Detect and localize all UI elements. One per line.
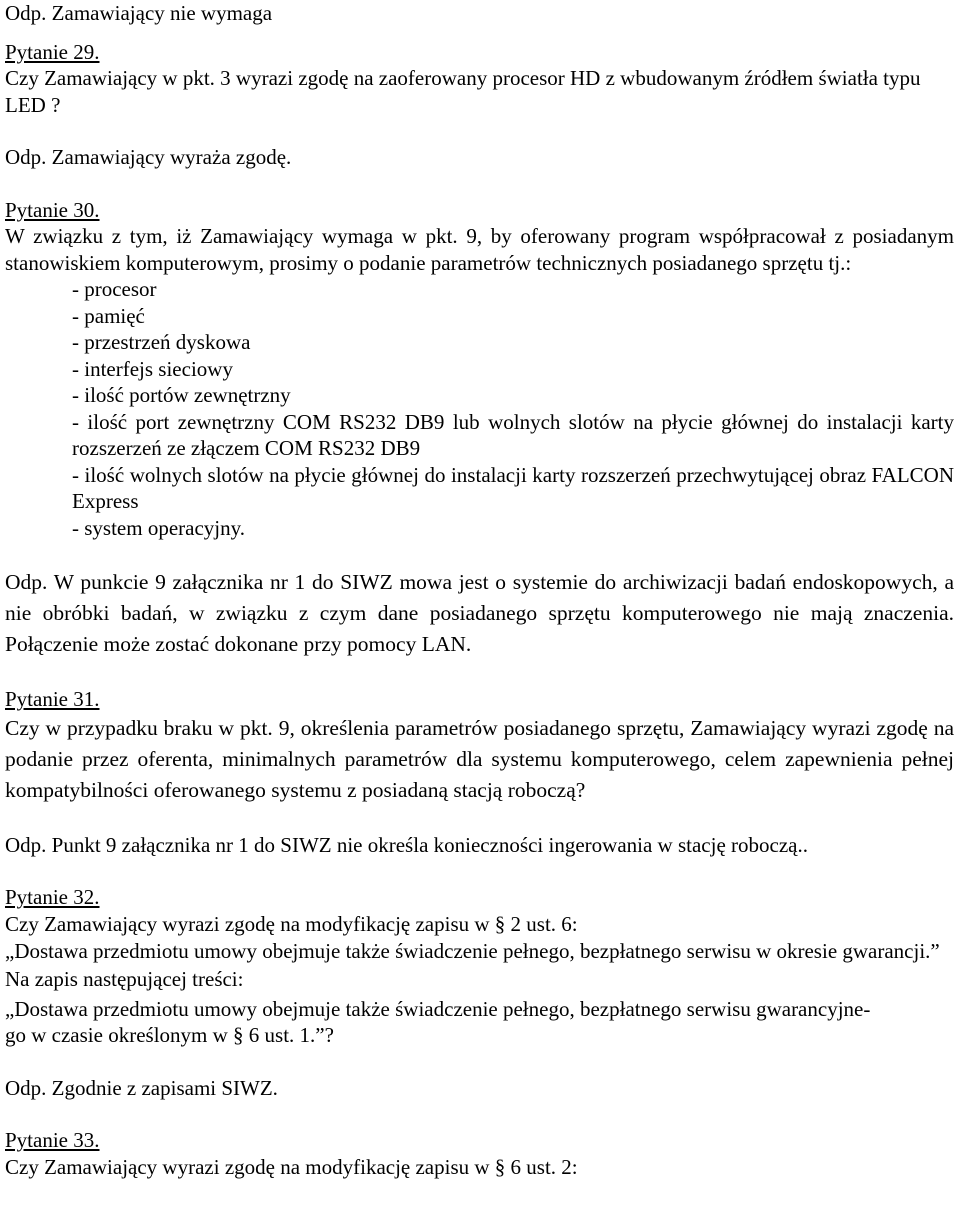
list-item: - pamięć — [72, 303, 145, 328]
question-31-text: Czy w przypadku braku w pkt. 9, określenia parametrów posiadanego sprzętu, Zamawiający wyrazi zgodę na podanie przez oferenta, minimalnych parametrów dla systemu komputerowego, celem zapewnienia pełnej kompatybilności oferowanego systemu z posiadaną stacją roboczą? — [5, 715, 954, 802]
list-item: - przestrzeń dyskowa — [72, 330, 251, 354]
answer-30: Odp. W punkcie 9 załącznika nr 1 do SIWZ mowa jest o systemie do archiwizacji badań endoskopowych, a nie obróbki badań, w związku z czym dane posiadanego sprzętu komputerowego nie mają znaczenia. Połączenie może zostać dokonane przy pomocy LAN. — [5, 570, 954, 656]
list-item: - interfejs sieciowy — [72, 356, 233, 381]
list-item: - system operacyjny. — [72, 515, 246, 540]
question-32-text-2: Na zapis następującej treści: — [5, 967, 244, 991]
answer-29: Odp. Zamawiający wyraża zgodę. — [5, 145, 292, 169]
question-29-title: Pytanie 29. — [5, 39, 100, 64]
question-30-title: Pytanie 30. — [5, 197, 100, 222]
question-32-title: Pytanie 32. — [5, 885, 100, 909]
answer-28: Odp. Zamawiający nie wymaga — [5, 1, 273, 25]
question-30-text: W związku z tym, iż Zamawiający wymaga w pkt. 9, by oferowany program współpracował z posiadanym stanowiskiem komputerowym, prosimy o podanie parametrów technicznych posiadanego sprzętu tj.: — [5, 224, 954, 275]
question-32-text: Czy Zamawiający wyrazi zgodę na modyfikację zapisu w § 2 ust. 6: — [5, 911, 578, 936]
question-32-quote-proposed-line-2: go w czasie określonym w § 6 ust. 1.”? — [5, 1023, 334, 1047]
list-item: - procesor — [72, 277, 157, 301]
question-29-text: Czy Zamawiający w pkt. 3 wyrazi zgodę na zaoferowany procesor HD z wbudowanym źródłem światła typu LED ? — [5, 66, 921, 117]
question-32-quote-original: „Dostawa przedmiotu umowy obejmuje także świadczenie pełnego, bezpłatnego serwisu w okresie gwarancji.” — [5, 939, 940, 963]
question-31-title: Pytanie 31. — [5, 687, 100, 711]
list-item: - ilość port zewnętrzny COM RS232 DB9 lub wolnych slotów na płycie głównej do instalacji karty rozszerzeń ze złączem COM RS232 DB9 — [72, 409, 954, 460]
answer-31: Odp. Punkt 9 załącznika nr 1 do SIWZ nie określa konieczności ingerowania w stację roboczą.. — [5, 832, 808, 857]
list-item: - ilość portów zewnętrzny — [72, 383, 291, 407]
question-33-text: Czy Zamawiający wyrazi zgodę na modyfikację zapisu w § 6 ust. 2: — [5, 1154, 578, 1179]
question-32-quote-proposed-line-1: „Dostawa przedmiotu umowy obejmuje także świadczenie pełnego, bezpłatnego serwisu gwarancyjne- — [5, 996, 871, 1021]
list-item: - ilość wolnych slotów na płycie głównej do instalacji karty rozszerzeń przechwytującej obraz FALCON Express — [72, 462, 954, 513]
question-33-title: Pytanie 33. — [5, 1128, 100, 1152]
answer-32: Odp. Zgodnie z zapisami SIWZ. — [5, 1075, 278, 1100]
question-30-parameter-list — [5, 276, 954, 541]
